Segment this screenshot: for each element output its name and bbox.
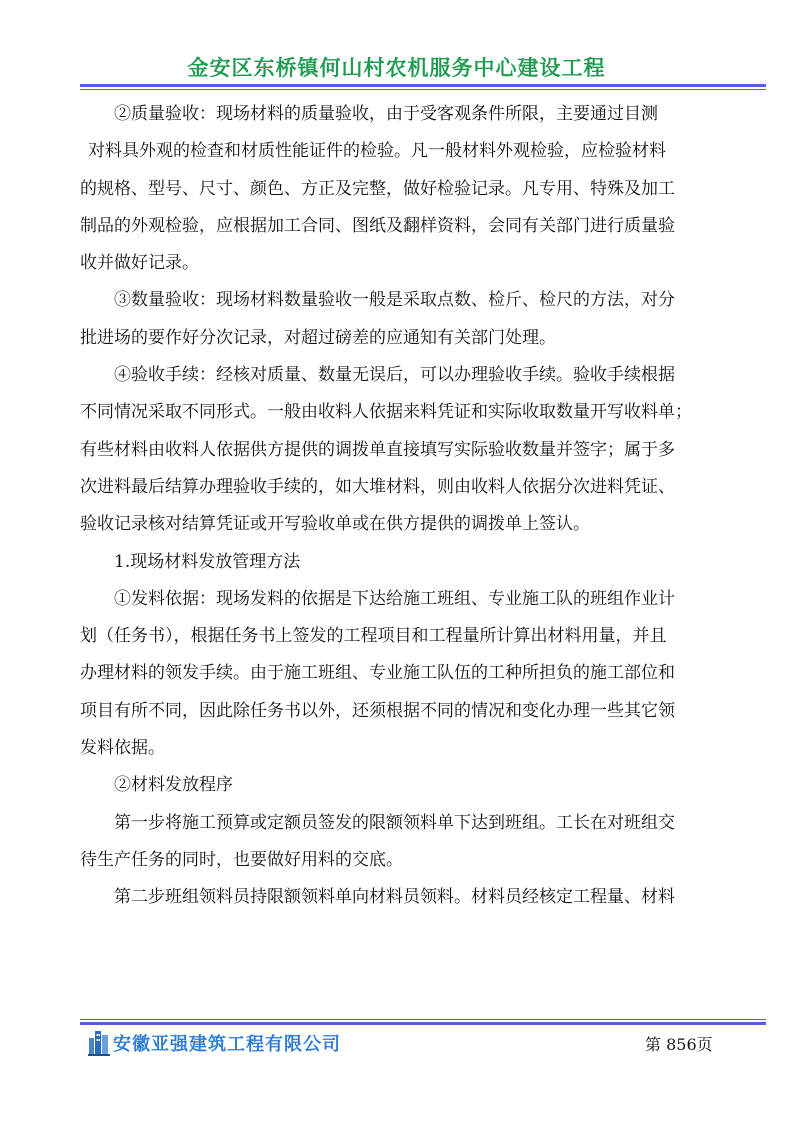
text-line: 1.现场材料发放管理方法: [114, 551, 301, 572]
document-body: [80, 96, 720, 917]
footer-page-number: 第 856页: [645, 1035, 713, 1054]
paragraph-step-one: [80, 805, 720, 880]
text-line: 第二步班组领料员持限额领料单向材料员领料。材料员经核定工程量、材料: [114, 887, 675, 908]
text-line: 第一步将施工预算或定额员签发的限额领料单下达到班组。工长在对班组交: [114, 812, 675, 833]
paragraph-acceptance-procedure: [80, 357, 720, 543]
page-header-title: 金安区东桥镇何山村农机服务中心建设工程: [187, 56, 606, 80]
text-line: 划（任务书），根据任务书上签发的工程项目和工程量所计算出材料用量，并且: [80, 626, 667, 647]
footer-rule-thick: [80, 1022, 766, 1025]
text-line: ②材料发放程序: [114, 775, 233, 796]
text-line: ②质量验收：现场材料的质量验收，由于受客观条件所限，主要通过目测: [114, 104, 658, 124]
text-line: 发料依据。: [80, 738, 165, 759]
text-line: 不同情况采取不同形式。一般由收料人依据来料凭证和实际收取数量开写收料单；: [80, 402, 692, 423]
text-line: 待生产任务的同时，也要做好用料的交底。: [80, 849, 403, 870]
text-line: 验收记录核对结算凭证或开写验收单或在供方提供的调拨单上签认。: [80, 514, 590, 535]
text-line: 有些材料由收料人依据供方提供的调拨单直接填写实际验收数量并签字；属于多: [80, 439, 675, 460]
text-line: 次进料最后结算办理验收手续的，如大堆材料，则由收料人依据分次进料凭证、: [80, 476, 675, 497]
paragraph-quality-acceptance: [80, 96, 720, 282]
footer-company-name: 安徽亚强建筑工程有限公司: [113, 1034, 341, 1055]
text-line: 制品的外观检验，应根据加工合同、图纸及翻样资料，会同有关部门进行质量验: [80, 215, 675, 236]
text-line: 的规格、型号、尺寸、颜色、方正及完整，做好检验记录。凡专用、特殊及加工: [80, 178, 675, 199]
text-line: 项目有所不同，因此除任务书以外，还须根据不同的情况和变化办理一些其它领: [80, 700, 675, 721]
header-rule-thin: [80, 89, 766, 90]
header-rule-thick: [80, 84, 766, 87]
building-logo-icon: [88, 1028, 110, 1056]
text-line: ③数量验收：现场材料数量验收一般是采取点数、检斤、检尺的方法，对分: [114, 290, 675, 311]
text-line: ④验收手续：经核对质量、数量无误后，可以办理验收手续。验收手续根据: [114, 365, 675, 386]
paragraph-issue-basis: [80, 581, 720, 767]
section-heading-material-issue: [80, 544, 720, 581]
text-line: 批进场的要作好分次记录，对超过磅差的应通知有关部门处理。: [80, 327, 556, 348]
text-line: ①发料依据：现场发料的依据是下达给施工班组、专业施工队的班组作业计: [114, 588, 675, 609]
text-line: 对料具外观的检查和材质性能证件的检验。凡一般材料外观检验，应检验材料: [88, 141, 666, 162]
text-line: 办理材料的领发手续。由于施工班组、专业施工队伍的工种所担负的施工部位和: [80, 663, 675, 684]
subheading-issue-procedure: [80, 767, 720, 804]
text-line: 收并做好记录。: [80, 253, 199, 274]
footer-rule-thin: [80, 1019, 766, 1020]
paragraph-quantity-acceptance: [80, 282, 720, 357]
paragraph-step-two: [80, 879, 720, 916]
